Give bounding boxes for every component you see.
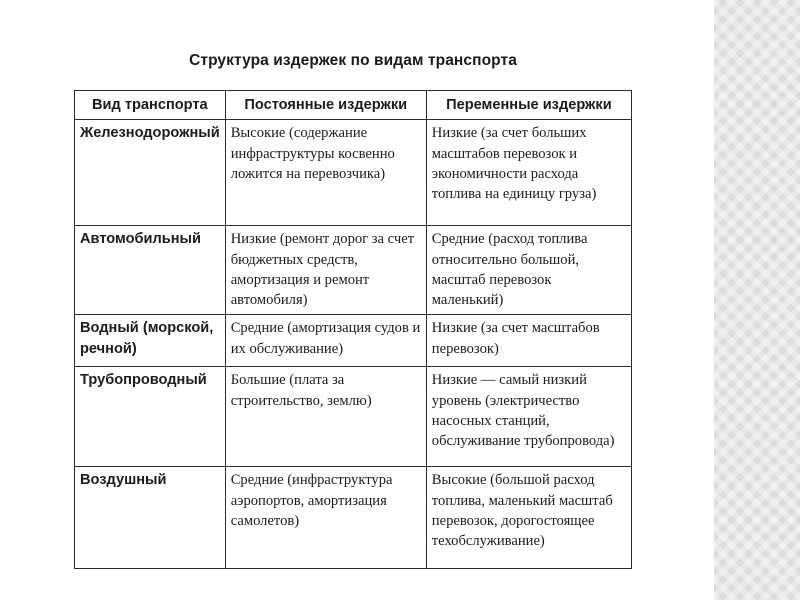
- cell-variable-costs: Средние (расход топлива относительно большой, масштаб перевозок маленький): [426, 226, 631, 315]
- cell-fixed-costs: Высокие (содержание инфраструктуры косвенно ложится на перевозчика): [225, 120, 426, 226]
- scanned-table-image: [66, 18, 640, 558]
- table-row: [75, 226, 632, 315]
- cost-structure-table: [74, 90, 632, 569]
- table-header-row: [75, 91, 632, 120]
- cell-fixed-costs: Средние (амортизация судов и их обслуживание): [225, 315, 426, 367]
- cell-transport-type: Трубопроводный: [75, 367, 226, 467]
- decorative-side-pattern: [714, 0, 800, 600]
- cell-transport-type: Воздушный: [75, 467, 226, 569]
- table-title: Структура издержек по видам транспорта: [189, 52, 517, 69]
- table-row: [75, 120, 632, 226]
- cell-transport-type: Водный (морской, речной): [75, 315, 226, 367]
- header-transport-type: Вид транспорта: [75, 91, 226, 120]
- cell-fixed-costs: Средние (инфраструктура аэропортов, амортизация самолетов): [225, 467, 426, 569]
- cell-fixed-costs: Большие (плата за строительство, землю): [225, 367, 426, 467]
- cell-fixed-costs: Низкие (ремонт дорог за счет бюджетных средств, амортизация и ремонт автомобиля): [225, 226, 426, 315]
- header-fixed-costs: Постоянные издержки: [225, 91, 426, 120]
- table-row: [75, 467, 632, 569]
- cell-variable-costs: Низкие (за счет масштабов перевозок): [426, 315, 631, 367]
- cell-transport-type: Железнодорожный: [75, 120, 226, 226]
- table-row: [75, 367, 632, 467]
- cell-variable-costs: Низкие — самый низкий уровень (электричество насосных станций, обслуживание трубопровода): [426, 367, 631, 467]
- table-row: [75, 315, 632, 367]
- cell-variable-costs: Высокие (большой расход топлива, маленький масштаб перевозок, дорогостоящее техобслуживание): [426, 467, 631, 569]
- cell-transport-type: Автомобильный: [75, 226, 226, 315]
- header-variable-costs: Переменные издержки: [426, 91, 631, 120]
- cell-variable-costs: Низкие (за счет больших масштабов перевозок и экономичности расхода топлива на единицу груза): [426, 120, 631, 226]
